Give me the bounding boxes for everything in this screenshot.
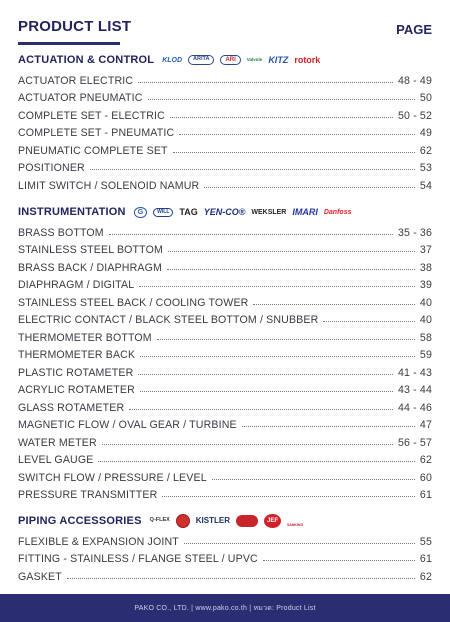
- product-list: [18, 69, 432, 192]
- brand-logo-jef: JEF: [264, 514, 281, 528]
- section-title: PIPING ACCESSORIES: [18, 515, 142, 527]
- brand-logo-kistler: KISTLER: [195, 516, 231, 525]
- item-page-number: 60: [419, 471, 432, 484]
- title-underline: [18, 42, 120, 45]
- list-item: [18, 291, 432, 309]
- brand-logo-will: WILL: [153, 208, 173, 217]
- item-page-number: 54: [419, 179, 432, 192]
- list-item: [18, 69, 432, 87]
- section-header: [18, 51, 432, 69]
- product-list: [18, 530, 432, 583]
- dot-leader: [90, 169, 415, 170]
- item-page-number: 50 - 52: [397, 109, 432, 122]
- list-item: [18, 309, 432, 327]
- dot-leader: [157, 339, 415, 340]
- item-page-number: 41 - 43: [397, 366, 432, 379]
- item-page-number: 53: [419, 162, 432, 174]
- list-item: [18, 466, 432, 484]
- dot-leader: [140, 356, 415, 357]
- list-item: [18, 256, 432, 274]
- list-item: [18, 122, 432, 140]
- item-page-number: 58: [419, 331, 432, 344]
- brand-logo-yenco: YEN-CO®: [203, 206, 246, 217]
- list-item: [18, 530, 432, 548]
- brand-logo-tag: TAG: [179, 206, 198, 217]
- item-page-number: 61: [419, 489, 432, 501]
- dot-leader: [148, 99, 415, 100]
- product-list: [18, 221, 432, 501]
- list-item: [18, 565, 432, 583]
- dot-leader: [140, 391, 393, 392]
- dot-leader: [138, 82, 393, 83]
- item-label: THERMOMETER BACK: [18, 349, 136, 361]
- item-page-number: 44 - 46: [397, 401, 432, 414]
- brand-logo-kitz: KITZ: [268, 54, 289, 65]
- item-page-number: 50: [419, 92, 432, 104]
- item-page-number: 62: [419, 144, 432, 157]
- item-page-number: 40: [419, 314, 432, 326]
- item-page-number: 40: [419, 296, 432, 309]
- page-title: PRODUCT LIST: [18, 18, 132, 35]
- section-actuation-control: [18, 51, 432, 192]
- item-label: BRASS BOTTOM: [18, 226, 104, 239]
- section-header: [18, 203, 432, 221]
- brand-logo-ari: ARI: [220, 55, 240, 65]
- page-column-label: PAGE: [396, 22, 432, 37]
- list-item: [18, 379, 432, 397]
- dot-leader: [242, 426, 415, 427]
- item-page-number: 59: [419, 349, 432, 361]
- item-label: THERMOMETER BOTTOM: [18, 331, 152, 344]
- brand-logo-sanking: SANKING: [287, 523, 304, 528]
- item-page-number: 43 - 44: [397, 384, 432, 396]
- dot-leader: [323, 321, 415, 322]
- item-label: GASKET: [18, 570, 62, 583]
- brand-logo-imari: IMARI: [292, 206, 318, 217]
- item-page-number: 61: [419, 553, 432, 565]
- item-label: FLEXIBLE & EXPANSION JOINT: [18, 535, 179, 548]
- item-label: GLASS ROTAMETER: [18, 401, 125, 414]
- dot-leader: [98, 461, 414, 462]
- dot-leader: [102, 444, 393, 445]
- item-label: ACTUATOR ELECTRIC: [18, 74, 134, 87]
- dot-leader: [173, 152, 415, 153]
- dot-leader: [253, 304, 414, 305]
- item-page-number: 48 - 49: [397, 74, 432, 87]
- item-label: POSITIONER: [18, 162, 85, 174]
- brand-logo-arita: ARITA: [188, 55, 214, 65]
- page-header: [18, 18, 432, 46]
- item-label: MAGNETIC FLOW / OVAL GEAR / TURBINE: [18, 419, 237, 431]
- list-item: [18, 548, 432, 566]
- list-item: [18, 484, 432, 502]
- item-label: SWITCH FLOW / PRESSURE / LEVEL: [18, 471, 207, 484]
- item-label: ACTUATOR PNEUMATIC: [18, 92, 143, 104]
- list-item: [18, 174, 432, 192]
- brand-logo-valvole: Valvole: [246, 56, 263, 62]
- brand-logo-weksler: WEKSLER: [251, 208, 287, 216]
- list-item: [18, 87, 432, 105]
- brand-logo-danfoss: Danfoss: [323, 208, 352, 216]
- item-page-number: 56 - 57: [397, 436, 432, 449]
- item-label: PLASTIC ROTAMETER: [18, 366, 134, 379]
- item-label: COMPLETE SET - PNEUMATIC: [18, 127, 175, 139]
- dot-leader: [138, 374, 393, 375]
- list-item: [18, 344, 432, 362]
- item-page-number: 35 - 36: [397, 226, 432, 239]
- brand-logo-klod: KLOD: [162, 56, 183, 64]
- item-page-number: 47: [419, 419, 432, 431]
- brand-logos: [150, 514, 304, 528]
- dot-leader: [170, 117, 393, 118]
- brand-logo-emblem: [176, 514, 190, 528]
- brand-logo-red-badge: [236, 515, 258, 527]
- dot-leader: [168, 251, 415, 252]
- dot-leader: [184, 543, 415, 544]
- item-label: COMPLETE SET - ELECTRIC: [18, 109, 165, 122]
- dot-leader: [212, 479, 415, 480]
- list-item: [18, 221, 432, 239]
- list-item: [18, 104, 432, 122]
- item-label: BRASS BACK / DIAPHRAGM: [18, 261, 162, 274]
- item-page-number: 55: [419, 535, 432, 548]
- brand-logo-qflex: Q-FLEX: [149, 517, 170, 524]
- item-label: LIMIT SWITCH / SOLENOID NAMUR: [18, 179, 200, 192]
- section-piping-accessories: [18, 512, 432, 583]
- section-header: [18, 512, 432, 530]
- list-item: [18, 139, 432, 157]
- item-page-number: 62: [419, 570, 432, 583]
- list-item: [18, 361, 432, 379]
- section-title: ACTUATION & CONTROL: [18, 54, 155, 66]
- item-label: FITTING - STAINLESS / FLANGE STEEL / UPVC: [18, 553, 258, 565]
- list-item: [18, 326, 432, 344]
- item-label: ACRYLIC ROTAMETER: [18, 384, 135, 396]
- dot-leader: [204, 187, 415, 188]
- item-page-number: 62: [419, 454, 432, 466]
- list-item: [18, 396, 432, 414]
- brand-logos: [134, 207, 352, 218]
- dot-leader: [109, 234, 393, 235]
- dot-leader: [167, 269, 415, 270]
- list-item: [18, 157, 432, 175]
- dot-leader: [162, 496, 415, 497]
- item-page-number: 49: [419, 127, 432, 139]
- item-label: PRESSURE TRANSMITTER: [18, 489, 158, 501]
- dot-leader: [139, 286, 415, 287]
- dot-leader: [179, 134, 415, 135]
- item-label: ELECTRIC CONTACT / BLACK STEEL BOTTOM / SNUBBER: [18, 314, 319, 326]
- list-item: [18, 414, 432, 432]
- list-item: [18, 431, 432, 449]
- item-label: STAINLESS STEEL BACK / COOLING TOWER: [18, 296, 249, 309]
- dot-leader: [263, 560, 415, 561]
- item-page-number: 39: [419, 279, 432, 291]
- item-label: WATER METER: [18, 436, 97, 449]
- list-item: [18, 274, 432, 292]
- item-label: DIAPHRAGM / DIGITAL: [18, 279, 135, 291]
- brand-logos: [162, 55, 320, 65]
- section-title: INSTRUMENTATION: [18, 206, 126, 218]
- dot-leader: [129, 409, 393, 410]
- item-page-number: 37: [419, 244, 432, 256]
- footer-text: PAKO CO., LTD. | www.pako.co.th | หมวด: Product List: [134, 604, 316, 612]
- item-label: LEVEL GAUGE: [18, 454, 94, 466]
- page-footer: [0, 594, 450, 622]
- item-label: STAINLESS STEEL BOTTOM: [18, 244, 163, 256]
- brand-logo-g: G: [134, 207, 147, 218]
- item-label: PNEUMATIC COMPLETE SET: [18, 144, 168, 157]
- section-instrumentation: [18, 203, 432, 501]
- dot-leader: [67, 578, 415, 579]
- list-item: [18, 449, 432, 467]
- item-page-number: 38: [419, 261, 432, 274]
- list-item: [18, 239, 432, 257]
- brand-logo-rotork: rotork: [294, 54, 321, 65]
